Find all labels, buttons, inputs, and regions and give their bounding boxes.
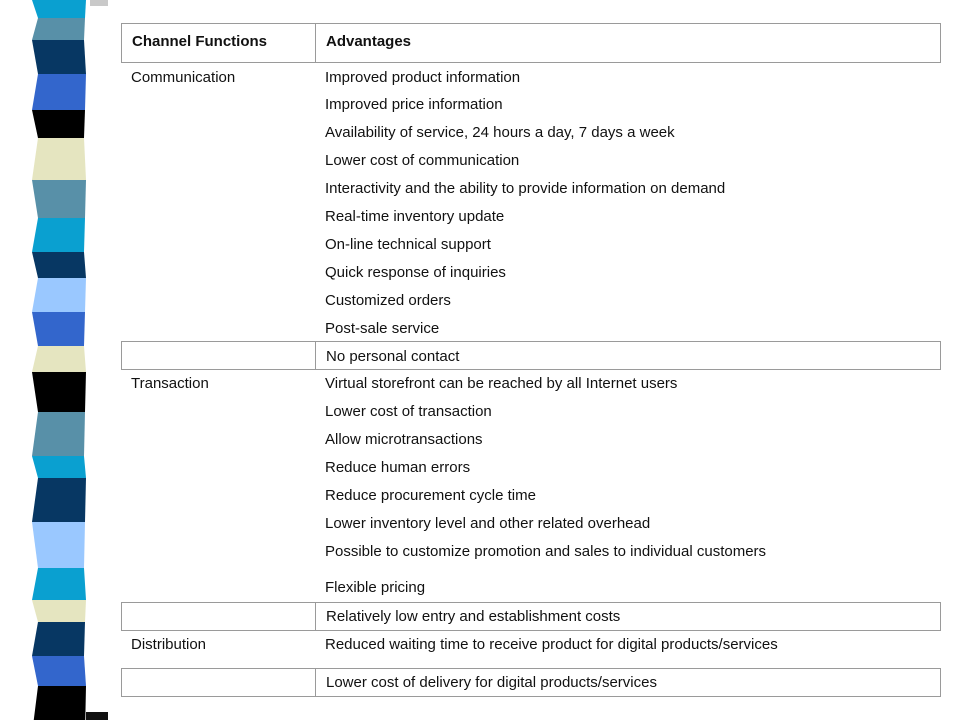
advantage-cell: Possible to customize promotion and sales to individual customers (325, 543, 767, 560)
column-divider (315, 342, 316, 369)
strip-band (32, 656, 86, 686)
strip-band (32, 412, 85, 456)
function-cell-distribution: Distribution (131, 636, 207, 653)
table-row (121, 485, 941, 513)
strip-band (32, 478, 86, 522)
table-row (121, 429, 941, 457)
strip-band (32, 0, 86, 18)
strip-band (32, 568, 86, 600)
header-advantages: Advantages (326, 33, 412, 50)
column-divider (315, 669, 316, 696)
table-row (121, 151, 941, 179)
advantage-cell: Reduce human errors (325, 459, 471, 476)
table-row (121, 95, 941, 123)
table-row (121, 513, 941, 541)
function-cell-communication: Communication (131, 69, 236, 86)
advantage-cell: Allow microtransactions (325, 431, 483, 448)
strip-band (32, 278, 86, 312)
advantage-cell: Virtual storefront can be reached by all Internet users (325, 375, 678, 392)
strip-band (32, 622, 85, 656)
header-channel-functions: Channel Functions (132, 33, 267, 50)
table-row (121, 457, 941, 485)
advantage-cell: Reduced waiting time to receive product for digital products/services (325, 636, 778, 653)
advantage-cell: Lower cost of transaction (325, 403, 492, 420)
strip-band (32, 686, 86, 720)
strip-band (32, 180, 86, 218)
advantage-cell: Availability of service, 24 hours a day, 7 days a week (325, 124, 675, 141)
advantage-cell: Customized orders (325, 292, 451, 309)
advantage-cell: Lower inventory level and other related overhead (325, 515, 651, 532)
table-row (121, 541, 941, 577)
advantage-cell: Lower cost of communication (325, 152, 520, 169)
advantage-cell: Improved price information (325, 96, 503, 113)
table-row (121, 373, 941, 401)
strip-band (32, 218, 85, 252)
table-row (121, 341, 941, 370)
advantage-cell: Quick response of inquiries (325, 264, 506, 281)
strip-band (32, 18, 85, 40)
table-row (121, 668, 941, 697)
strip-band (32, 600, 86, 622)
table-row (121, 235, 941, 263)
strip-band (32, 110, 85, 138)
table-row (121, 401, 941, 429)
table-row (121, 319, 941, 341)
advantage-cell: On-line technical support (325, 236, 491, 253)
table-header-row (121, 23, 941, 63)
table-row (121, 123, 941, 151)
column-divider (315, 603, 316, 630)
strip-band (32, 252, 86, 278)
strip-band (32, 372, 86, 412)
advantage-cell: Interactivity and the ability to provide information on demand (325, 180, 726, 197)
function-cell-transaction: Transaction (131, 375, 209, 392)
strip-band (32, 138, 86, 180)
table-row (121, 263, 941, 291)
strip-band (32, 74, 86, 110)
advantage-cell: Relatively low entry and establishment costs (326, 608, 621, 625)
advantage-cell: Flexible pricing (325, 579, 426, 596)
table-row (121, 634, 941, 668)
decorative-side-strip (0, 0, 120, 720)
advantage-cell: Post-sale service (325, 320, 440, 337)
advantage-cell: Reduce procurement cycle time (325, 487, 536, 504)
table-row (121, 291, 941, 319)
strip-band (32, 346, 86, 372)
strip-band (32, 522, 85, 568)
table-row (121, 179, 941, 207)
advantage-cell: Lower cost of delivery for digital products/services (326, 674, 657, 691)
column-divider (315, 24, 316, 62)
advantage-cell: No personal contact (326, 348, 460, 365)
table-row (121, 602, 941, 631)
advantage-cell: Improved product information (325, 69, 521, 86)
table-row (121, 207, 941, 235)
table-row (121, 577, 941, 602)
strip-band (32, 40, 86, 74)
strip-band (32, 456, 86, 478)
table-row (121, 67, 941, 95)
strip-band (32, 312, 85, 346)
advantage-cell: Real-time inventory update (325, 208, 505, 225)
